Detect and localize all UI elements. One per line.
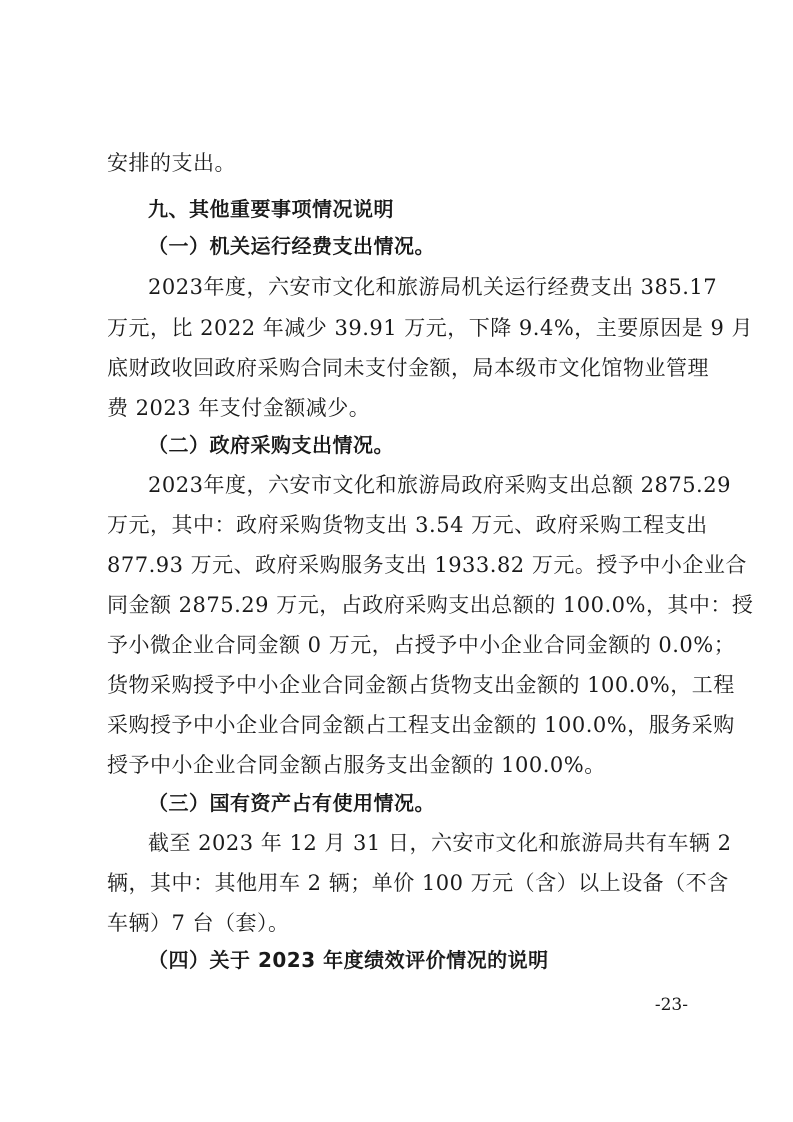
subheading-state-assets: （三）国有资产占有使用情况。 — [148, 791, 435, 815]
subheading-operating-expenses: （一）机关运行经费支出情况。 — [148, 234, 435, 258]
paragraph-line: 辆，其中：其他用车 2 辆；单价 100 万元（含）以上设备（不含 — [107, 871, 729, 895]
paragraph-line: 2023年度，六安市文化和旅游局政府采购支出总额 2875.29 — [148, 473, 731, 497]
paragraph-line: 万元，比 2022 年减少 39.91 万元，下降 9.4%，主要原因是 9 月 — [107, 316, 753, 340]
paragraph-line: 万元，其中：政府采购货物支出 3.54 万元、政府采购工程支出 — [107, 513, 708, 537]
paragraph-line: 同金额 2875.29 万元，占政府采购支出总额的 100.0%，其中：授 — [107, 593, 754, 617]
section-heading-other-matters: 九、其他重要事项情况说明 — [148, 197, 394, 221]
paragraph-line: 采购授予中小企业合同金额占工程支出金额的 100.0%，服务采购 — [107, 713, 735, 737]
paragraph-line: 货物采购授予中小企业合同金额占货物支出金额的 100.0%，工程 — [107, 673, 735, 697]
subheading-government-procurement: （二）政府采购支出情况。 — [148, 433, 394, 457]
paragraph-line: 截至 2023 年 12 月 31 日，六安市文化和旅游局共有车辆 2 — [148, 831, 732, 855]
paragraph-line: 费 2023 年支付金额减少。 — [107, 396, 371, 420]
paragraph-line: 877.93 万元、政府采购服务支出 1933.82 万元。授予中小企业合 — [107, 553, 747, 577]
page-number: -23- — [654, 995, 688, 1015]
paragraph-line: 底财政收回政府采购合同未支付金额，局本级市文化馆物业管理 — [107, 356, 709, 380]
paragraph-line: 2023年度，六安市文化和旅游局机关运行经费支出 385.17 — [148, 275, 718, 299]
paragraph-line: 车辆）7 台（套）。 — [107, 911, 290, 935]
subheading-performance-evaluation: （四）关于 2023 年度绩效评价情况的说明 — [148, 948, 549, 972]
paragraph-line: 予小微企业合同金额 0 万元，占授予中小企业合同金额的 0.0%； — [107, 633, 736, 657]
paragraph-tail: 安排的支出。 — [107, 151, 236, 175]
paragraph-line: 授予中小企业合同金额占服务支出金额的 100.0%。 — [107, 753, 606, 777]
